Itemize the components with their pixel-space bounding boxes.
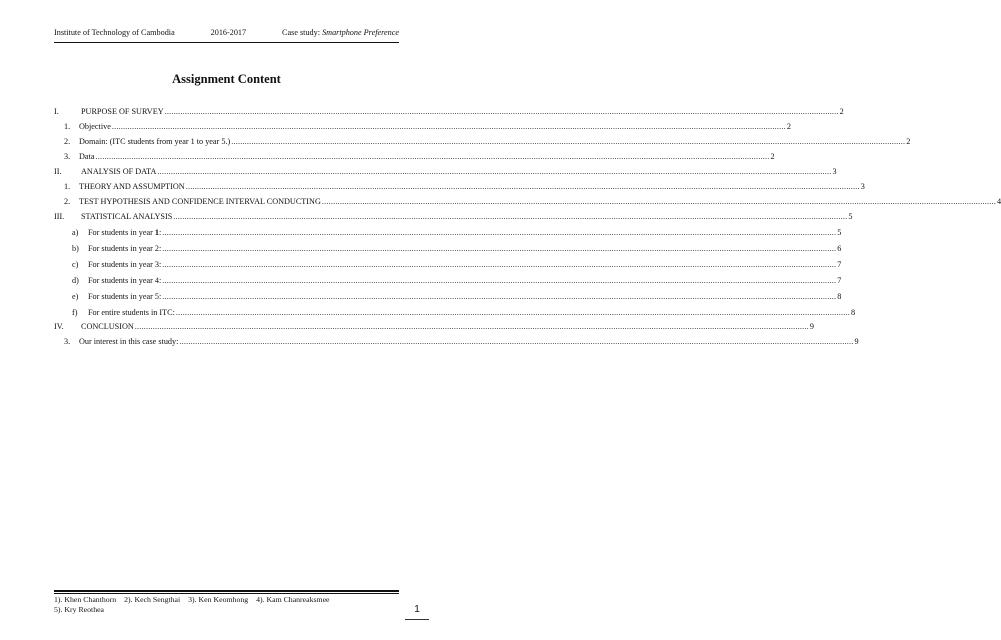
toc-entry-page: 7 xyxy=(837,276,842,285)
toc-dot-leader: ............................................................................................................................................................................................................................................................................................................ xyxy=(231,137,906,146)
toc-entry-page: 5 xyxy=(837,228,842,237)
toc-entry-number: 3. xyxy=(64,337,71,346)
toc-entry-page: 5 xyxy=(848,212,853,221)
header-case-prefix: Case study: xyxy=(282,28,323,37)
footer-author: 3). Ken Keomhong xyxy=(188,595,249,604)
toc-entry-number: b) xyxy=(72,244,79,253)
page-title: Assignment Content xyxy=(172,72,281,86)
toc-entry-page: 2 xyxy=(906,137,911,146)
toc-entry-title: For students in year 4: xyxy=(88,276,162,285)
toc-entry-title: For entire students in ITC: xyxy=(88,308,175,317)
toc-entry-number: 2. xyxy=(64,197,71,206)
toc-entry[interactable] xyxy=(54,336,859,348)
toc-entry[interactable] xyxy=(54,259,842,271)
page-footer xyxy=(54,595,384,614)
toc-entry-page: 4 xyxy=(996,197,1001,206)
toc-entry-title: THEORY AND ASSUMPTION xyxy=(79,182,185,191)
toc-entry-page: 9 xyxy=(809,322,814,331)
footer-author: 4). Kam Chanreaksmee xyxy=(256,595,330,604)
toc-entry-title-text: For students in year xyxy=(88,228,155,237)
toc-entry-page: 8 xyxy=(837,292,842,301)
toc-dot-leader: ............................................................................................................................................................................................................................................................................................................ xyxy=(179,337,854,346)
toc-entry-number: d) xyxy=(72,276,79,285)
header-rule xyxy=(54,42,399,43)
toc-entry-title: STATISTICAL ANALYSIS xyxy=(81,212,173,221)
toc-entry-title: For students in year 3: xyxy=(88,260,162,269)
page-number: 1 xyxy=(414,604,420,615)
toc-entry[interactable] xyxy=(54,106,844,118)
toc-dot-leader: ............................................................................................................................................................................................................................................................................................................ xyxy=(321,197,996,206)
toc-entry-title: For students in year 5: xyxy=(88,292,162,301)
toc-entry-number: c) xyxy=(72,260,79,269)
toc-entry-title: Objective xyxy=(79,122,111,131)
toc-entry[interactable] xyxy=(54,196,1001,208)
footer-author: 2). Kech Sengthai xyxy=(124,595,181,604)
footer-author: 1). Khen Chanthorn xyxy=(54,595,117,604)
toc-entry-title: Data xyxy=(79,152,95,161)
toc-entry-title: Domain: (ITC students from year 1 to year 5.) xyxy=(79,137,231,146)
toc-entry-page: 9 xyxy=(854,337,859,346)
toc-entry-number: II. xyxy=(54,167,62,176)
toc-entry-title: TEST HYPOTHESIS AND CONFIDENCE INTERVAL CONDUCTING xyxy=(79,197,321,206)
toc-entry-number: IV. xyxy=(54,322,64,331)
toc-dot-leader: ............................................................................................................................................................................................................................................................................................................ xyxy=(185,182,860,191)
toc-entry-page: 2 xyxy=(839,107,844,116)
toc-entry[interactable] xyxy=(54,243,842,255)
toc-entry-number: I. xyxy=(54,107,59,116)
toc-dot-leader: ............................................................................................................................................................................................................................................................................................................ xyxy=(162,276,837,285)
toc-dot-leader: ............................................................................................................................................................................................................................................................................................................ xyxy=(111,122,786,131)
footer-author: 5). Kry Reothea xyxy=(54,604,105,614)
toc-dot-leader: ............................................................................................................................................................................................................................................................................................................ xyxy=(164,107,839,116)
toc-entry[interactable] xyxy=(54,227,842,239)
toc-entry-title: For students in year 2: xyxy=(88,244,162,253)
toc-entry-title: Our interest in this case study: xyxy=(79,337,179,346)
toc-entry[interactable] xyxy=(54,166,837,178)
header-case-study xyxy=(282,28,399,38)
toc-entry-page: 3 xyxy=(860,182,865,191)
page-number-rule xyxy=(405,619,429,620)
footer-rule-thin xyxy=(54,593,399,594)
toc-entry-page: 2 xyxy=(786,122,791,131)
toc-entry[interactable] xyxy=(54,136,911,148)
toc-entry-page: 2 xyxy=(770,152,775,161)
toc-dot-leader: ............................................................................................................................................................................................................................................................................................................ xyxy=(162,228,837,237)
footer-authors-line xyxy=(54,595,384,605)
toc-entry[interactable] xyxy=(54,121,791,133)
toc-entry-title-tail: : xyxy=(158,228,162,237)
toc-entry-number: a) xyxy=(72,228,79,237)
toc-dot-leader: ............................................................................................................................................................................................................................................................................................................ xyxy=(162,292,837,301)
toc-entry-number: III. xyxy=(54,212,65,221)
toc-entry-number: 1. xyxy=(64,182,71,191)
toc-entry[interactable] xyxy=(54,151,775,163)
toc-entry-number: 1. xyxy=(64,122,71,131)
toc-entry[interactable] xyxy=(54,211,853,223)
toc-entry-title: ANALYSIS OF DATA xyxy=(81,167,157,176)
toc-entry-title: CONCLUSION xyxy=(81,322,134,331)
header-institute: Institute of Technology of Cambodia xyxy=(54,28,175,37)
toc-dot-leader: ............................................................................................................................................................................................................................................................................................................ xyxy=(173,212,848,221)
toc-entry-page: 8 xyxy=(850,308,856,317)
toc-entry[interactable] xyxy=(54,321,814,333)
toc-entry-number: 2. xyxy=(64,137,71,146)
toc-entry[interactable] xyxy=(54,291,842,303)
toc-entry-title-bold: 1 xyxy=(154,228,159,237)
toc-entry-number: f) xyxy=(72,308,78,317)
toc-entry[interactable] xyxy=(54,275,842,287)
toc-entry-page: 6 xyxy=(837,244,842,253)
toc-entry-page: 3 xyxy=(832,167,837,176)
toc-dot-leader: ............................................................................................................................................................................................................................................................................................................ xyxy=(95,152,770,161)
footer-authors-line xyxy=(54,605,384,615)
toc-dot-leader: ............................................................................................................................................................................................................................................................................................................ xyxy=(157,167,832,176)
toc-entry-number: 3. xyxy=(64,152,71,161)
toc-entry-number: e) xyxy=(72,292,79,301)
toc-dot-leader: ............................................................................................................................................................................................................................................................................................................ xyxy=(162,244,837,253)
header-case-title: Smartphone Preference xyxy=(322,28,399,37)
toc-dot-leader: ............................................................................................................................................................................................................................................................................................................ xyxy=(134,322,809,331)
page-header xyxy=(54,28,399,38)
toc-entry[interactable] xyxy=(54,307,856,319)
toc-entry-title xyxy=(88,227,161,239)
toc-entry-page: 7 xyxy=(837,260,842,269)
toc-entry-title: PURPOSE OF SURVEY xyxy=(81,107,164,116)
toc-entry[interactable] xyxy=(54,181,865,193)
footer-rule-thick xyxy=(54,590,399,592)
toc-dot-leader: ............................................................................................................................................................................................................................................................................................................ xyxy=(175,308,850,317)
toc-dot-leader: ............................................................................................................................................................................................................................................................................................................ xyxy=(162,260,837,269)
header-year: 2016-2017 xyxy=(210,28,247,37)
